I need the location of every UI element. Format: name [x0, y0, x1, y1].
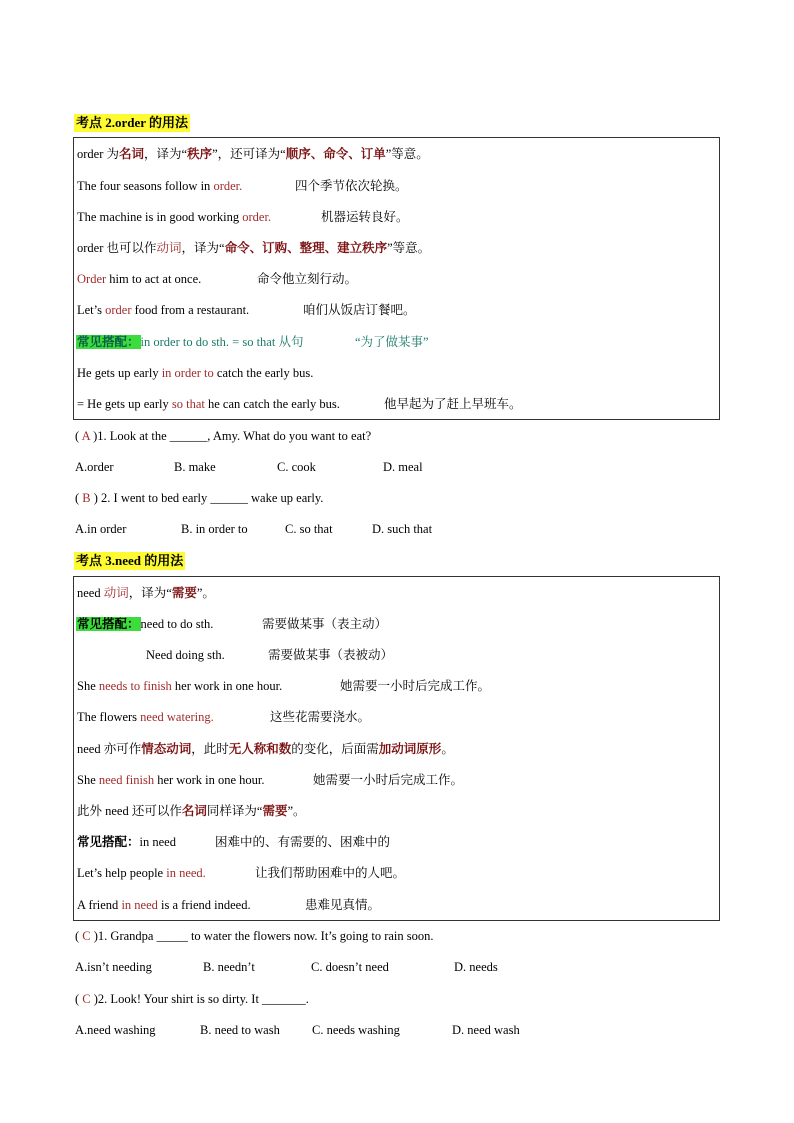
order-noun-definition: order 为名词，译为“秩序”，还可译为“顺序、命令、订单”等意。 [77, 147, 429, 161]
answer: B [82, 491, 91, 505]
need-modal-definition: need 亦可作情态动词，此时无人称和数的变化，后面需加动词原形。 [77, 742, 454, 756]
example-translation: 让我们帮助困难中的人吧。 [255, 866, 406, 880]
need-noun-definition: 此外 need 还可以作名词同样译为“需要”。 [77, 804, 306, 818]
common-collocation: Need doing sth. [146, 648, 225, 662]
common-collocation: 常见搭配：need to do sth. [77, 617, 214, 631]
collocation-translation: 需要做某事（表主动） [262, 617, 388, 631]
example-sentence: The machine is in good working order. [77, 210, 272, 224]
question-2: ( B ) 2. I went to bed early ______ wake up early. [75, 491, 324, 505]
question-1: ( C )1. Grandpa _____ to water the flowers now. It’s going to rain soon. [75, 929, 434, 943]
option: A.in order [75, 522, 127, 536]
option: A.need washing [75, 1023, 156, 1037]
section-heading-order: 考点 2.order 的用法 [76, 115, 189, 130]
example-sentence: Let’s help people in need. [77, 866, 206, 880]
answer: A [81, 429, 90, 443]
option: D. needs [454, 960, 498, 974]
example-sentence: A friend in need is a friend indeed. [77, 898, 251, 912]
option: D. such that [372, 522, 433, 536]
example-translation: 命令他立刻行动。 [257, 272, 358, 286]
collocation-label: 常见搭配： [77, 617, 140, 631]
common-collocation: 常见搭配：in need [77, 835, 176, 849]
option: B. make [174, 460, 216, 474]
example-translation: 患难见真情。 [305, 898, 381, 912]
order-verb-definition: order 也可以作动词，译为“命令、订购、整理、建立秩序”等意。 [77, 241, 431, 255]
option: A.order [75, 460, 114, 474]
example-sentence: She needs to finish her work in one hour. [77, 679, 283, 693]
example-translation: 咱们从饭店订餐吧。 [303, 303, 416, 317]
option: B. needn’t [203, 960, 255, 974]
collocation-translation: 困难中的、有需要的、困难中的 [215, 835, 391, 849]
option: C. cook [277, 460, 316, 474]
option: A.isn’t needing [75, 960, 152, 974]
option: B. in order to [181, 522, 248, 536]
option: D. meal [383, 460, 423, 474]
collocation-label: 常见搭配： [77, 335, 140, 349]
question-2: ( C )2. Look! Your shirt is so dirty. It _______. [75, 992, 309, 1006]
example-sentence: He gets up early in order to catch the early bus. [77, 366, 314, 380]
common-collocation: 常见搭配：in order to do sth. = so that 从句 [77, 335, 304, 349]
example-translation: 他早起为了赶上早班车。 [384, 397, 522, 411]
example-sentence: She need finish her work in one hour. [77, 773, 265, 787]
option: B. need to wash [200, 1023, 280, 1037]
example-translation: 这些花需要浇水。 [270, 710, 371, 724]
example-translation: 她需要一小时后完成工作。 [340, 679, 491, 693]
example-sentence: Let’s order food from a restaurant. [77, 303, 250, 317]
question-1: ( A )1. Look at the ______, Amy. What do you want to eat? [75, 429, 372, 443]
example-sentence: = He gets up early so that he can catch the early bus. [77, 397, 340, 411]
example-sentence: The flowers need watering. [77, 710, 214, 724]
option: C. so that [285, 522, 333, 536]
collocation-translation: “为了做某事” [355, 335, 429, 349]
answer: C [82, 929, 91, 943]
example-sentence: The four seasons follow in order. [77, 179, 243, 193]
example-translation: 四个季节依次轮换。 [295, 179, 408, 193]
option: C. doesn’t need [311, 960, 389, 974]
answer: C [82, 992, 91, 1006]
option: C. needs washing [312, 1023, 400, 1037]
section-heading-need: 考点 3.need 的用法 [76, 553, 184, 568]
example-translation: 她需要一小时后完成工作。 [313, 773, 464, 787]
need-verb-definition: need 动词，译为“需要”。 [77, 586, 215, 600]
example-translation: 机器运转良好。 [321, 210, 409, 224]
option: D. need wash [452, 1023, 520, 1037]
collocation-translation: 需要做某事（表被动） [268, 648, 394, 662]
collocation-label: 常见搭配： [77, 835, 140, 849]
example-sentence: Order him to act at once. [77, 272, 202, 286]
